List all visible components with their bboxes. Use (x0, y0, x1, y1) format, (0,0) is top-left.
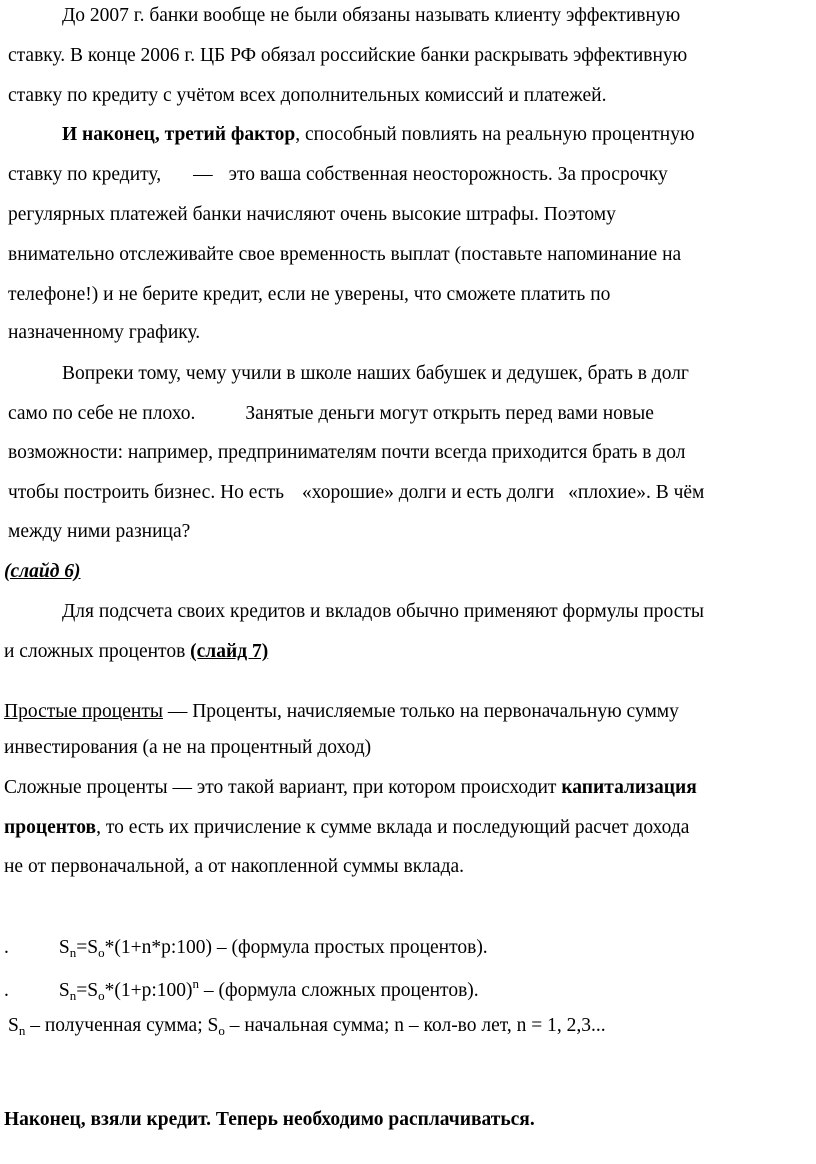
paragraph-line: До 2007 г. банки вообще не были обязаны называть клиенту эффективную (62, 5, 681, 26)
paragraph-line: и сложных процентов (слайд 7) (4, 641, 269, 662)
definition-line: Простые проценты — Проценты, начисляемые только на первоначальную сумму (4, 701, 679, 722)
paragraph-line: ставку по кредиту с учётом всех дополнительных комиссий и платежей. (8, 85, 607, 106)
slide-reference: (слайд 6) (4, 561, 81, 582)
paragraph-line: телефоне!) и не берите кредит, если не уверены, что сможете платить по (8, 284, 611, 305)
paragraph-line: регулярных платежей банки начисляют очень высокие штрафы. Поэтому (8, 204, 616, 225)
formula-legend: $S_n$ – полученная сумма; $S_o$ – начальная сумма; n – кол-во лет, n = 1, 2,3... (8, 1015, 606, 1038)
paragraph-line: между ними разница? (8, 521, 191, 542)
paragraph-line: ставку по кредиту, — это ваша собственная неосторожность. За просрочку (8, 164, 668, 185)
paragraph-line: Вопреки тому, чему учили в школе наших бабушек и дедушек, брать в долг (62, 363, 689, 384)
paragraph-line: Для подсчета своих кредитов и вкладов обычно применяют формулы просты (62, 601, 705, 622)
bold-phrase: И наконец, третий фактор (62, 124, 296, 145)
paragraph-line: И наконец, третий фактор, способный повлиять на реальную процентную (62, 124, 695, 145)
paragraph-line: чтобы построить бизнес. Но есть «хорошие» долги и есть долги «плохие». В чём (8, 482, 705, 503)
paragraph-line: возможности: например, предпринимателям почти всегда приходится брать в дол (8, 442, 686, 463)
slide-reference: (слайд 7) (190, 641, 269, 662)
closing-heading: Наконец, взяли кредит. Теперь необходимо расплачиваться. (4, 1109, 535, 1130)
paragraph-line: само по себе не плохо. Занятые деньги могут открыть перед вами новые (8, 403, 654, 424)
term-simple-interest: Простые проценты (4, 701, 163, 722)
paragraph-line: внимательно отслеживайте свое временность выплат (поставьте напоминание на (8, 244, 682, 265)
definition-line: инвестирования (а не на процентный доход) (4, 737, 372, 758)
bold-term: капитализация (561, 777, 697, 798)
formula-simple: . $S_n=S_o*(1+n*p:100)$ – (формула простых процентов). (4, 937, 488, 960)
definition-line: не от первоначальной, а от накопленной суммы вклада. (4, 856, 465, 877)
formula-compound: . $S_n=S_o*(1+p:100)^n$ – (формула сложных процентов). (4, 976, 479, 1003)
definition-line: процентов, то есть их причисление к сумме вклада и последующий расчет дохода (4, 817, 690, 838)
paragraph-line: назначенному графику. (8, 322, 201, 343)
definition-line: Сложные проценты — это такой вариант, при котором происходит капитализация (4, 777, 697, 798)
paragraph-line: ставку. В конце 2006 г. ЦБ РФ обязал российские банки раскрывать эффективную (8, 45, 688, 66)
bold-term: процентов (4, 817, 97, 838)
